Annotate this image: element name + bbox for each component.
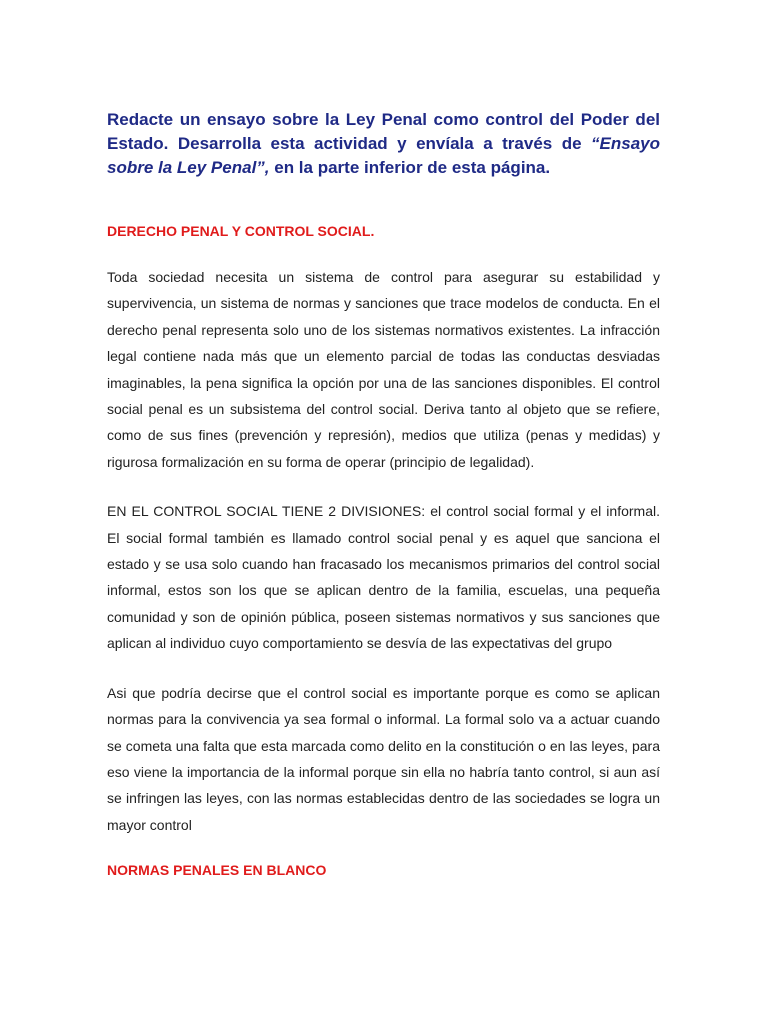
assignment-instructions — [107, 108, 660, 180]
section-heading-derecho-penal: DERECHO PENAL Y CONTROL SOCIAL. — [107, 223, 375, 239]
paragraph-importancia: Asi que podría decirse que el control social es importante porque es como se aplican normas para la convivencia ya sea formal o informal. La formal solo va a actuar cuando se cometa una falta que esta marcada como delito en la constitución o en las leyes, para eso viene la importancia de la informal porque sin ella no habría tanto control, si aun así se infringen las leyes, con las normas establecidas dentro de las sociedades se logra un mayor control — [107, 684, 660, 833]
paragraph-divisiones: EN EL CONTROL SOCIAL TIENE 2 DIVISIONES: el control social formal y el informal. El social formal también es llamado control social penal y es aquel que sanciona el estado y se usa solo cuando han fracasado los mecanismos primarios del control social informal, estos son los que se aplican dentro de la familia, escuelas, una pequeña comunidad y son de opinión pública, poseen sistemas normativos y sus sanciones que aplican al individuo cuyo comportamiento se desvía de las expectativas del grupo — [107, 503, 660, 652]
document-page — [107, 108, 660, 880]
activity-title: “Ensayo sobre la Ley Penal”, — [107, 134, 660, 177]
paragraph-control-social: Toda sociedad necesita un sistema de control para asegurar su estabilidad y supervivencia, un sistema de normas y sanciones que trace modelos de conducta. En el derecho penal representa solo uno de los sistemas normativos existentes. La infracción legal contiene nada más que un elemento parcial de todas las conductas desviadas imaginables, la pena significa la opción por una de las sanciones disponibles. El control social penal es un subsistema del control social. Deriva tanto al objeto que se refiere, como de sus fines (prevención y represión), medios que utiliza (penas y medidas) y rigurosa formalización en su forma de operar (principio de legalidad). — [107, 269, 660, 470]
instructions-text: Redacte un ensayo sobre la Ley Penal como control del Poder del Estado. Desarrolla esta actividad y envíala a través de — [107, 110, 660, 153]
section-heading-normas-penales: NORMAS PENALES EN BLANCO — [107, 862, 327, 879]
instructions-text-end: en la parte inferior de esta página. — [269, 158, 551, 177]
